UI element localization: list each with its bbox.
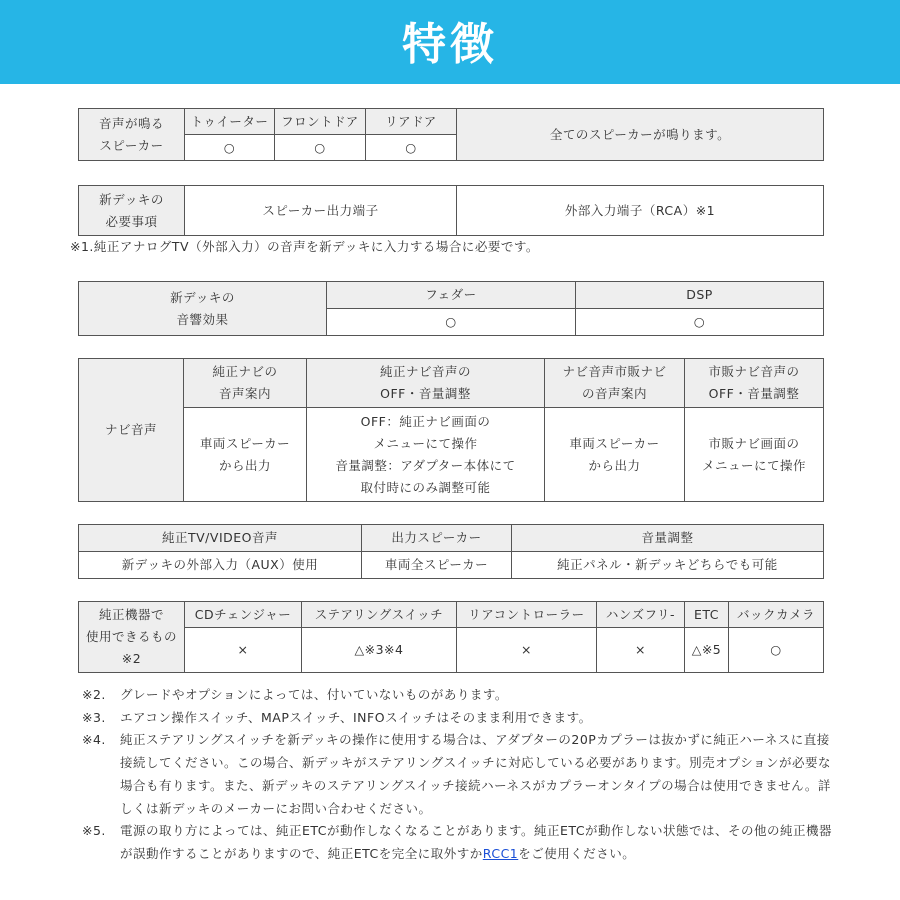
devices-label-line1: 純正機器で	[98, 607, 164, 622]
value-aftermarket-navi-off-volume-line2: メニューにて操作	[701, 457, 806, 473]
speaker-output-terminal: スピーカー出力端子	[185, 186, 457, 236]
note-5-text	[120, 820, 840, 865]
header-dsp: DSP	[576, 282, 824, 309]
devices-label-line3: ※2	[121, 651, 142, 666]
header-stock-navi-off-volume-line1: 純正ナビ音声の	[379, 364, 471, 379]
deck-req-label-line2: 必要事項	[105, 213, 158, 229]
value-stock-navi-off-volume-line2: メニューにて操作	[373, 435, 478, 451]
header-back-camera: バックカメラ	[729, 602, 824, 628]
note-5	[82, 820, 840, 865]
value-fader: ○	[327, 309, 576, 336]
note-5-key: ※5.	[82, 823, 106, 839]
deck-req-label-line1: 新デッキの	[99, 191, 164, 207]
value-rear-door: ○	[366, 135, 457, 161]
speaker-label-cell	[79, 109, 185, 161]
value-hands-free: ×	[597, 628, 685, 673]
value-stock-navi-guide-line1: 車両スピーカー	[199, 435, 291, 451]
value-tweeter: ○	[185, 135, 275, 161]
note-1: ※1.純正アナログTV（外部入力）の音声を新デッキに入力する場合に必要です。	[70, 239, 539, 254]
note-4-key: ※4.	[82, 732, 106, 748]
page-title: 特徴	[402, 19, 498, 70]
note-2-text: グレードやオプションによっては、付いていないものがあります。	[120, 687, 508, 702]
value-rear-controller: ×	[457, 628, 597, 673]
speaker-label-line1: 音声が鳴る	[98, 115, 164, 131]
value-steering-switch: △※3※4	[302, 628, 457, 673]
header-stock-navi-off-volume	[307, 359, 545, 408]
effect-label-cell	[79, 282, 327, 336]
header-stock-navi-guide-line1: 純正ナビの	[212, 364, 278, 379]
value-front-door: ○	[275, 135, 366, 161]
header-tweeter: トゥイーター	[185, 109, 275, 135]
header-aftermarket-navi-guide-line1: ナビ音声市販ナビ	[562, 364, 667, 379]
deck-req-label-cell	[79, 186, 185, 236]
header-front-door: フロントドア	[275, 109, 366, 135]
header-etc: ETC	[685, 602, 729, 628]
all-speakers-text: 全てのスピーカーが鳴ります。	[457, 109, 824, 161]
value-stock-navi-off-volume-line3: 音量調整：アダプター本体にて	[335, 457, 516, 473]
speaker-table	[78, 108, 824, 161]
note-3-key: ※3.	[82, 709, 106, 725]
header-aftermarket-navi-off-volume-line2: OFF・音量調整	[708, 386, 800, 401]
header-aftermarket-navi-off-volume-line1: 市販ナビ音声の	[708, 364, 800, 379]
value-aftermarket-navi-guide-line2: から出力	[588, 457, 641, 473]
note-2-key: ※2.	[82, 687, 106, 702]
navi-label: ナビ音声	[104, 422, 157, 437]
header-cd-changer: CDチェンジャー	[185, 602, 302, 628]
header-stock-navi-off-volume-line2: OFF・音量調整	[380, 386, 471, 401]
value-output-speaker: 車両全スピーカー	[362, 552, 512, 579]
header-volume-adjust: 音量調整	[512, 525, 824, 552]
deck-requirements-table	[78, 185, 824, 236]
sound-effect-table	[78, 281, 824, 336]
devices-label-cell	[79, 602, 185, 673]
value-aftermarket-navi-guide-line1: 車両スピーカー	[569, 435, 660, 451]
header-fader: フェダー	[327, 282, 576, 309]
header-hands-free: ハンズフリ-	[597, 602, 685, 628]
effect-label-line1: 新デッキの	[170, 289, 235, 305]
value-volume-adjust: 純正パネル・新デッキどちらでも可能	[512, 552, 824, 579]
note-3	[82, 707, 840, 730]
header-aftermarket-navi-off-volume	[685, 359, 824, 408]
header-aftermarket-navi-guide	[545, 359, 685, 408]
header-rear-controller: リアコントローラー	[457, 602, 597, 628]
value-stock-navi-guide	[184, 408, 307, 502]
header-output-speaker: 出力スピーカー	[362, 525, 512, 552]
rcc1-link[interactable]: RCC1	[482, 845, 519, 861]
header-tv-video-audio: 純正TV/VIDEO音声	[79, 525, 362, 552]
header-rear-door: リアドア	[366, 109, 457, 135]
value-stock-navi-guide-line2: から出力	[218, 457, 271, 473]
external-input-terminal: 外部入力端子（RCA）※1	[457, 186, 824, 236]
tv-video-table	[78, 524, 824, 579]
value-tv-video-audio: 新デッキの外部入力（AUX）使用	[79, 552, 362, 579]
value-stock-navi-off-volume-line4: 取付時にのみ調整可能	[360, 479, 491, 495]
note-3-text: エアコン操作スイッチ、MAPスイッチ、INFOスイッチはそのまま利用できます。	[120, 709, 592, 725]
value-stock-navi-off-volume	[307, 408, 545, 502]
note-4	[82, 729, 840, 820]
value-dsp: ○	[576, 309, 824, 336]
value-aftermarket-navi-guide	[545, 408, 685, 502]
note-2	[82, 684, 840, 707]
value-back-camera: ○	[729, 628, 824, 673]
value-stock-navi-off-volume-line1: OFF：純正ナビ画面の	[360, 413, 491, 429]
note-4-text: 純正ステアリングスイッチを新デッキの操作に使用する場合は、アダプターの20Pカプラーは抜かずに純正ハーネスに直接接続してください。この場合、新デッキがステアリングスイッチに対応している必要があります。別売オプションが必要な場合も有ります。また、新デッキのステアリングスイッチ接続ハーネスがカプラーオンタイプの場合は使用できません。詳しくは新デッキのメーカーにお問い合わせください。	[120, 732, 832, 816]
effect-label-line2: 音響効果	[176, 311, 229, 327]
devices-label-line2: 使用できるもの	[85, 629, 177, 644]
navi-audio-table	[78, 358, 824, 502]
usable-devices-table	[78, 601, 824, 673]
value-cd-changer: ×	[185, 628, 302, 673]
navi-label-cell	[79, 359, 184, 502]
value-aftermarket-navi-off-volume-line1: 市販ナビ画面の	[708, 435, 800, 451]
footnotes	[82, 684, 840, 866]
speaker-label-line2: スピーカー	[99, 137, 164, 153]
header-steering-switch: ステアリングスイッチ	[302, 602, 457, 628]
value-etc: △※5	[685, 628, 729, 673]
header-stock-navi-guide	[184, 359, 307, 408]
value-aftermarket-navi-off-volume	[685, 408, 824, 502]
note-5-text-a: 電源の取り方によっては、純正ETCが動作しなくなることがあります。純正ETCが動作しない状態では、その他の純正機器が誤動作することがありますので、純正ETCを完全に取外すか	[120, 823, 833, 861]
header-aftermarket-navi-guide-line2: の音声案内	[581, 386, 647, 401]
note-5-text-b: をご使用ください。	[518, 845, 636, 861]
header-banner	[0, 0, 900, 84]
header-stock-navi-guide-line2: 音声案内	[218, 386, 271, 401]
